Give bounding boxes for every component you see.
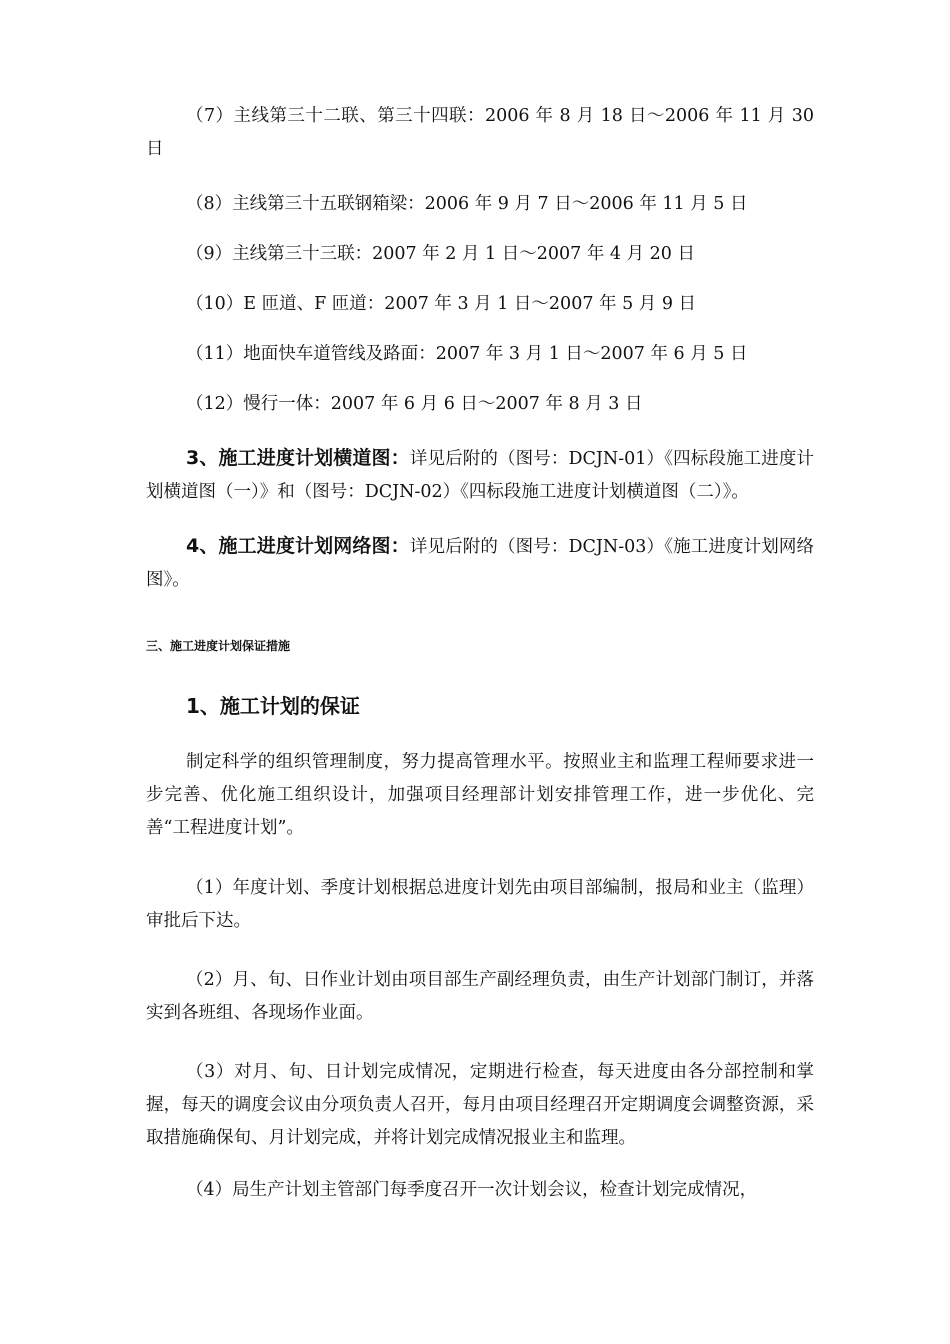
schedule-item-11: （11）地面快车道管线及路面：2007 年 3 月 1 日～2007 年 6 月 5 日 <box>186 344 748 364</box>
schedule-item-12: （12）慢行一体：2007 年 6 月 6 日～2007 年 8 月 3 日 <box>186 394 643 414</box>
paragraph-4: （4）局生产计划主管部门每季度召开一次计划会议，检查计划完成情况， <box>186 1180 758 1200</box>
schedule-item-10: （10）E 匝道、F 匝道：2007 年 3 月 1 日～2007 年 5 月 9 日 <box>186 294 697 314</box>
schedule-item-8: （8）主线第三十五联钢箱梁：2006 年 9 月 7 日～2006 年 11 月 5 日 <box>186 194 748 214</box>
gantt-chart-body: 详见后附的（图号：DCJN-01）《四标段施工进度计划横道图（一）》和（图号：DCJN-02）《四标段施工进度计划横道图（二）》。 <box>146 449 814 502</box>
paragraph-2: （2）月、旬、日作业计划由项目部生产副经理负责，由生产计划部门制订，并落实到各班组、各现场作业面。 <box>146 970 814 1023</box>
intro-paragraph: 制定科学的组织管理制度，努力提高管理水平。按照业主和监理工程师要求进一步完善、优化施工组织设计，加强项目经理部计划安排管理工作，进一步优化、完善“工程进度计划”。 <box>146 752 814 838</box>
paragraph-1: （1）年度计划、季度计划根据总进度计划先由项目部编制，报局和业主（监理）审批后下达。 <box>146 878 814 931</box>
section-heading: 三、施工进度计划保证措施 <box>146 639 291 653</box>
schedule-item-9: （9）主线第三十三联：2007 年 2 月 1 日～2007 年 4 月 20 日 <box>186 244 696 264</box>
network-chart-body: 详见后附的（图号：DCJN-03）《施工进度计划网络图》。 <box>146 537 814 590</box>
network-chart-lead: 4、施工进度计划网络图： <box>186 535 410 557</box>
network-chart-paragraph <box>146 530 814 597</box>
gantt-chart-paragraph <box>146 442 814 509</box>
gantt-chart-lead: 3、施工进度计划横道图： <box>186 447 410 469</box>
sub-heading: 1、施工计划的保证 <box>186 694 360 718</box>
schedule-item-7: （7）主线第三十二联、第三十四联：2006 年 8 月 18 日～2006 年 11 月 30 日 <box>146 106 820 159</box>
paragraph-3: （3）对月、旬、日计划完成情况，定期进行检查，每天进度由各分部控制和掌握，每天的调度会议由分项负责人召开，每月由项目经理召开定期调度会调整资源，采取措施确保旬、月计划完成，并将计划完成情况报业主和监理。 <box>146 1062 814 1148</box>
